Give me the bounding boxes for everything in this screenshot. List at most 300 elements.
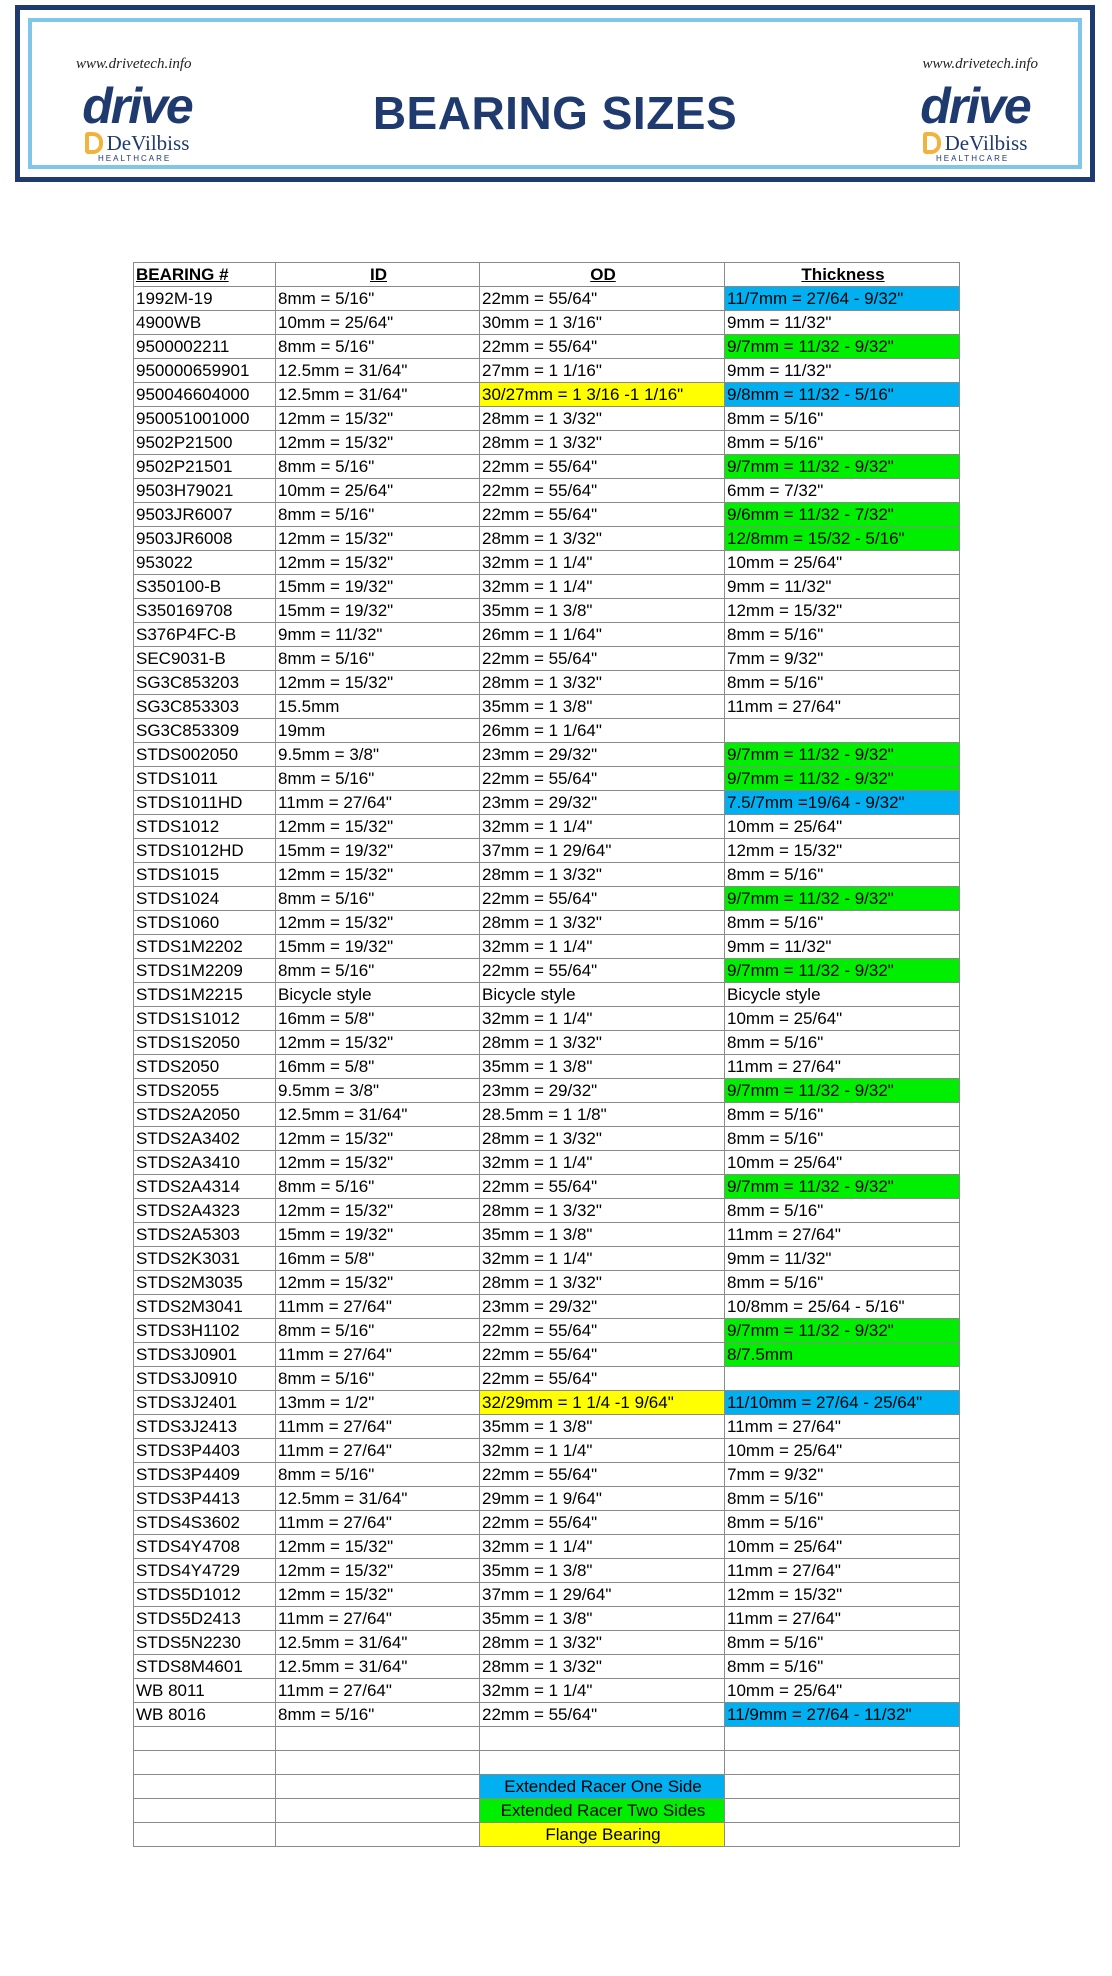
id-cell: 15mm = 19/32" xyxy=(276,839,480,863)
thickness-cell: 10mm = 25/64" xyxy=(725,551,960,575)
bearing-number-cell: STDS3J2413 xyxy=(134,1415,276,1439)
thickness-cell: 12mm = 15/32" xyxy=(725,839,960,863)
thickness-cell: 8mm = 5/16" xyxy=(725,911,960,935)
table-row xyxy=(134,527,960,551)
table-row xyxy=(134,1511,960,1535)
bearing-number-cell: STDS2A4323 xyxy=(134,1199,276,1223)
id-cell: 12mm = 15/32" xyxy=(276,1127,480,1151)
thickness-cell xyxy=(725,719,960,743)
empty-row xyxy=(134,1751,960,1775)
od-cell: 32mm = 1 1/4" xyxy=(480,815,725,839)
id-cell: 12.5mm = 31/64" xyxy=(276,1103,480,1127)
empty-cell xyxy=(134,1823,276,1847)
thickness-cell: 9/7mm = 11/32 - 9/32" xyxy=(725,887,960,911)
thickness-cell: 11mm = 27/64" xyxy=(725,1559,960,1583)
thickness-cell: 12/8mm = 15/32 - 5/16" xyxy=(725,527,960,551)
bearing-number-cell: WB 8011 xyxy=(134,1679,276,1703)
table-row xyxy=(134,719,960,743)
id-cell: 8mm = 5/16" xyxy=(276,287,480,311)
id-cell: 12mm = 15/32" xyxy=(276,1199,480,1223)
od-cell: 32mm = 1 1/4" xyxy=(480,575,725,599)
od-cell: 32mm = 1 1/4" xyxy=(480,1439,725,1463)
thickness-cell: 10mm = 25/64" xyxy=(725,815,960,839)
bearing-number-cell: STDS1011HD xyxy=(134,791,276,815)
od-cell: 28mm = 1 3/32" xyxy=(480,1199,725,1223)
empty-cell xyxy=(480,1727,725,1751)
column-header-id: ID xyxy=(276,263,480,287)
od-cell: 28mm = 1 3/32" xyxy=(480,527,725,551)
id-cell: 16mm = 5/8" xyxy=(276,1055,480,1079)
thickness-cell: 8mm = 5/16" xyxy=(725,1127,960,1151)
logo-sub-text: HEALTHCARE xyxy=(936,154,1010,163)
id-cell: 12mm = 15/32" xyxy=(276,527,480,551)
bearing-number-cell: S350169708 xyxy=(134,599,276,623)
bearing-number-cell: STDS2M3035 xyxy=(134,1271,276,1295)
legend-row xyxy=(134,1775,960,1799)
table-row xyxy=(134,1367,960,1391)
table-row xyxy=(134,1319,960,1343)
od-cell: 22mm = 55/64" xyxy=(480,335,725,359)
bearing-number-cell: STDS1M2215 xyxy=(134,983,276,1007)
id-cell: 10mm = 25/64" xyxy=(276,479,480,503)
bearing-number-cell: 9500002211 xyxy=(134,335,276,359)
bearing-number-cell: STDS1012 xyxy=(134,815,276,839)
thickness-cell: 10mm = 25/64" xyxy=(725,1151,960,1175)
od-cell: 27mm = 1 1/16" xyxy=(480,359,725,383)
bearing-number-cell: STDS3P4413 xyxy=(134,1487,276,1511)
id-cell: 12.5mm = 31/64" xyxy=(276,359,480,383)
thickness-cell: 8mm = 5/16" xyxy=(725,1271,960,1295)
id-cell: 12mm = 15/32" xyxy=(276,1031,480,1055)
table-row xyxy=(134,1127,960,1151)
table-row xyxy=(134,863,960,887)
od-cell: 28mm = 1 3/32" xyxy=(480,407,725,431)
id-cell: 12mm = 15/32" xyxy=(276,1151,480,1175)
id-cell: 12mm = 15/32" xyxy=(276,815,480,839)
devilbiss-row xyxy=(910,132,1040,154)
bearing-number-cell: 9503JR6008 xyxy=(134,527,276,551)
column-header-od: OD xyxy=(480,263,725,287)
id-cell: 11mm = 27/64" xyxy=(276,791,480,815)
id-cell: 12mm = 15/32" xyxy=(276,551,480,575)
bearing-number-cell: STDS5N2230 xyxy=(134,1631,276,1655)
od-cell: 28mm = 1 3/32" xyxy=(480,1655,725,1679)
thickness-cell: 7.5/7mm =19/64 - 9/32" xyxy=(725,791,960,815)
column-header-bearing: BEARING # xyxy=(134,263,276,287)
thickness-cell: 9mm = 11/32" xyxy=(725,311,960,335)
bearing-number-cell: WB 8016 xyxy=(134,1703,276,1727)
od-cell: 35mm = 1 3/8" xyxy=(480,1055,725,1079)
table-row xyxy=(134,359,960,383)
thickness-cell: 10/8mm = 25/64 - 5/16" xyxy=(725,1295,960,1319)
od-cell: 30mm = 1 3/16" xyxy=(480,311,725,335)
bearing-number-cell: STDS4Y4708 xyxy=(134,1535,276,1559)
thickness-cell: 9/7mm = 11/32 - 9/32" xyxy=(725,959,960,983)
bearing-number-cell: 953022 xyxy=(134,551,276,575)
id-cell: 15mm = 19/32" xyxy=(276,599,480,623)
thickness-cell: 10mm = 25/64" xyxy=(725,1535,960,1559)
empty-row xyxy=(134,1727,960,1751)
od-cell: 23mm = 29/32" xyxy=(480,1295,725,1319)
drive-devilbiss-logo-right xyxy=(910,78,1040,172)
thickness-cell: 9/7mm = 11/32 - 9/32" xyxy=(725,1319,960,1343)
id-cell: 8mm = 5/16" xyxy=(276,335,480,359)
empty-cell xyxy=(276,1799,480,1823)
od-cell: 28mm = 1 3/32" xyxy=(480,1631,725,1655)
empty-cell xyxy=(276,1751,480,1775)
thickness-cell: 8mm = 5/16" xyxy=(725,1511,960,1535)
bearing-number-cell: 1992M-19 xyxy=(134,287,276,311)
id-cell: 12.5mm = 31/64" xyxy=(276,1655,480,1679)
bearing-sizes-table xyxy=(133,262,960,1847)
empty-cell xyxy=(276,1823,480,1847)
empty-cell xyxy=(134,1799,276,1823)
od-cell: 32mm = 1 1/4" xyxy=(480,935,725,959)
id-cell: 8mm = 5/16" xyxy=(276,1175,480,1199)
thickness-cell: 9mm = 11/32" xyxy=(725,935,960,959)
bearing-number-cell: SG3C853303 xyxy=(134,695,276,719)
logo-company-text: DeVilbiss xyxy=(944,131,1028,155)
thickness-cell: 7mm = 9/32" xyxy=(725,647,960,671)
table-row xyxy=(134,1559,960,1583)
od-cell: 35mm = 1 3/8" xyxy=(480,1607,725,1631)
table-row xyxy=(134,935,960,959)
bearing-number-cell: STDS1060 xyxy=(134,911,276,935)
od-cell: 22mm = 55/64" xyxy=(480,479,725,503)
od-cell: 37mm = 1 29/64" xyxy=(480,839,725,863)
bearing-number-cell: STDS1012HD xyxy=(134,839,276,863)
id-cell: 12mm = 15/32" xyxy=(276,1535,480,1559)
table-row xyxy=(134,983,960,1007)
table-row xyxy=(134,1631,960,1655)
bearing-number-cell: STDS2055 xyxy=(134,1079,276,1103)
id-cell: 9.5mm = 3/8" xyxy=(276,743,480,767)
thickness-cell: 8mm = 5/16" xyxy=(725,1655,960,1679)
id-cell: 8mm = 5/16" xyxy=(276,959,480,983)
thickness-cell: 9mm = 11/32" xyxy=(725,1247,960,1271)
od-cell: 35mm = 1 3/8" xyxy=(480,599,725,623)
od-cell: 22mm = 55/64" xyxy=(480,503,725,527)
od-cell: 35mm = 1 3/8" xyxy=(480,695,725,719)
column-header-thickness: Thickness xyxy=(725,263,960,287)
table-row xyxy=(134,887,960,911)
bearing-number-cell: STDS3P4409 xyxy=(134,1463,276,1487)
thickness-cell: 9/7mm = 11/32 - 9/32" xyxy=(725,743,960,767)
id-cell: 16mm = 5/8" xyxy=(276,1007,480,1031)
id-cell: 12.5mm = 31/64" xyxy=(276,383,480,407)
bearing-number-cell: STDS4Y4729 xyxy=(134,1559,276,1583)
table-row xyxy=(134,1079,960,1103)
thickness-cell: 11mm = 27/64" xyxy=(725,1415,960,1439)
od-cell: 28mm = 1 3/32" xyxy=(480,863,725,887)
id-cell: 15mm = 19/32" xyxy=(276,935,480,959)
od-cell: 28mm = 1 3/32" xyxy=(480,911,725,935)
bearing-number-cell: STDS2A5303 xyxy=(134,1223,276,1247)
id-cell: 8mm = 5/16" xyxy=(276,1463,480,1487)
thickness-cell: 9/7mm = 11/32 - 9/32" xyxy=(725,335,960,359)
table-row xyxy=(134,815,960,839)
table-row xyxy=(134,1031,960,1055)
thickness-cell: 8mm = 5/16" xyxy=(725,863,960,887)
empty-cell xyxy=(276,1727,480,1751)
id-cell: Bicycle style xyxy=(276,983,480,1007)
thickness-cell: 9/8mm = 11/32 - 5/16" xyxy=(725,383,960,407)
thickness-cell: 8mm = 5/16" xyxy=(725,407,960,431)
bearing-number-cell: STDS5D1012 xyxy=(134,1583,276,1607)
od-cell: 28mm = 1 3/32" xyxy=(480,1031,725,1055)
table-row xyxy=(134,743,960,767)
empty-cell xyxy=(134,1727,276,1751)
thickness-cell: 11mm = 27/64" xyxy=(725,1055,960,1079)
id-cell: 12mm = 15/32" xyxy=(276,863,480,887)
od-cell: 23mm = 29/32" xyxy=(480,791,725,815)
od-cell: 22mm = 55/64" xyxy=(480,287,725,311)
table-row xyxy=(134,479,960,503)
bearing-number-cell: SG3C853203 xyxy=(134,671,276,695)
od-cell: 32mm = 1 1/4" xyxy=(480,1007,725,1031)
thickness-cell: 12mm = 15/32" xyxy=(725,1583,960,1607)
od-cell: 23mm = 29/32" xyxy=(480,1079,725,1103)
od-cell: 37mm = 1 29/64" xyxy=(480,1583,725,1607)
thickness-cell: 10mm = 25/64" xyxy=(725,1679,960,1703)
od-cell: 22mm = 55/64" xyxy=(480,455,725,479)
thickness-cell: 8/7.5mm xyxy=(725,1343,960,1367)
table-row xyxy=(134,695,960,719)
table-row xyxy=(134,1295,960,1319)
empty-cell xyxy=(725,1775,960,1799)
thickness-cell: 8mm = 5/16" xyxy=(725,1103,960,1127)
bearing-number-cell: STDS2A3410 xyxy=(134,1151,276,1175)
logo-sub-text: HEALTHCARE xyxy=(98,154,172,163)
table-row xyxy=(134,1151,960,1175)
thickness-cell: 7mm = 9/32" xyxy=(725,1463,960,1487)
thickness-cell: 8mm = 5/16" xyxy=(725,1631,960,1655)
od-cell: 32mm = 1 1/4" xyxy=(480,1247,725,1271)
logo-brand-text: drive xyxy=(920,78,1030,134)
bearing-number-cell: STDS2A3402 xyxy=(134,1127,276,1151)
thickness-cell: 9/7mm = 11/32 - 9/32" xyxy=(725,455,960,479)
id-cell: 12mm = 15/32" xyxy=(276,407,480,431)
logo-brand-text: drive xyxy=(82,78,192,134)
id-cell: 11mm = 27/64" xyxy=(276,1511,480,1535)
thickness-cell: 8mm = 5/16" xyxy=(725,431,960,455)
bearing-number-cell: 9502P21501 xyxy=(134,455,276,479)
page-title: BEARING SIZES xyxy=(372,87,738,139)
table-row xyxy=(134,407,960,431)
od-cell: 32mm = 1 1/4" xyxy=(480,1151,725,1175)
thickness-cell: 10mm = 25/64" xyxy=(725,1007,960,1031)
thickness-cell: 9/7mm = 11/32 - 9/32" xyxy=(725,767,960,791)
od-cell: 23mm = 29/32" xyxy=(480,743,725,767)
table-row xyxy=(134,1463,960,1487)
od-cell: 30/27mm = 1 3/16 -1 1/16" xyxy=(480,383,725,407)
od-cell: 22mm = 55/64" xyxy=(480,887,725,911)
empty-cell xyxy=(276,1775,480,1799)
id-cell: 12.5mm = 31/64" xyxy=(276,1631,480,1655)
table-row xyxy=(134,431,960,455)
id-cell: 8mm = 5/16" xyxy=(276,1319,480,1343)
thickness-cell: 8mm = 5/16" xyxy=(725,671,960,695)
od-cell: 22mm = 55/64" xyxy=(480,1703,725,1727)
od-cell: 22mm = 55/64" xyxy=(480,1511,725,1535)
od-cell: 28mm = 1 3/32" xyxy=(480,1127,725,1151)
table-row xyxy=(134,383,960,407)
od-cell: 32mm = 1 1/4" xyxy=(480,1679,725,1703)
od-cell: 28.5mm = 1 1/8" xyxy=(480,1103,725,1127)
thickness-cell: 9/7mm = 11/32 - 9/32" xyxy=(725,1175,960,1199)
table-row xyxy=(134,1703,960,1727)
id-cell: 11mm = 27/64" xyxy=(276,1343,480,1367)
id-cell: 15mm = 19/32" xyxy=(276,1223,480,1247)
id-cell: 8mm = 5/16" xyxy=(276,1367,480,1391)
od-cell: Bicycle style xyxy=(480,983,725,1007)
id-cell: 11mm = 27/64" xyxy=(276,1295,480,1319)
od-cell: 22mm = 55/64" xyxy=(480,1463,725,1487)
header-banner xyxy=(15,5,1095,182)
od-cell: 22mm = 55/64" xyxy=(480,1343,725,1367)
od-cell: 22mm = 55/64" xyxy=(480,1367,725,1391)
bearing-number-cell: 9502P21500 xyxy=(134,431,276,455)
table-row xyxy=(134,1655,960,1679)
id-cell: 8mm = 5/16" xyxy=(276,767,480,791)
thickness-cell: 10mm = 25/64" xyxy=(725,1439,960,1463)
bearing-number-cell: 950046604000 xyxy=(134,383,276,407)
thickness-cell: 11mm = 27/64" xyxy=(725,1223,960,1247)
id-cell: 11mm = 27/64" xyxy=(276,1679,480,1703)
thickness-cell: 9mm = 11/32" xyxy=(725,575,960,599)
table-row xyxy=(134,575,960,599)
empty-cell xyxy=(725,1823,960,1847)
thickness-cell: 8mm = 5/16" xyxy=(725,1199,960,1223)
table-row xyxy=(134,1535,960,1559)
table-row xyxy=(134,455,960,479)
od-cell: 35mm = 1 3/8" xyxy=(480,1223,725,1247)
thickness-cell: 11/9mm = 27/64 - 11/32" xyxy=(725,1703,960,1727)
id-cell: 8mm = 5/16" xyxy=(276,647,480,671)
table-body xyxy=(134,287,960,1847)
od-cell: 22mm = 55/64" xyxy=(480,647,725,671)
table-row xyxy=(134,335,960,359)
table-row xyxy=(134,1007,960,1031)
bearing-number-cell: STDS4S3602 xyxy=(134,1511,276,1535)
od-cell: 28mm = 1 3/32" xyxy=(480,1271,725,1295)
bearing-number-cell: STDS3P4403 xyxy=(134,1439,276,1463)
od-cell: 28mm = 1 3/32" xyxy=(480,671,725,695)
thickness-cell: 8mm = 5/16" xyxy=(725,1487,960,1511)
bearing-number-cell: STDS1011 xyxy=(134,767,276,791)
id-cell: 8mm = 5/16" xyxy=(276,887,480,911)
table-row xyxy=(134,1247,960,1271)
id-cell: 12mm = 15/32" xyxy=(276,1559,480,1583)
devilbiss-mark-icon xyxy=(923,132,941,154)
thickness-cell: 9/6mm = 11/32 - 7/32" xyxy=(725,503,960,527)
bearing-number-cell: 9503JR6007 xyxy=(134,503,276,527)
thickness-cell: 9/7mm = 11/32 - 9/32" xyxy=(725,1079,960,1103)
od-cell: 32mm = 1 1/4" xyxy=(480,1535,725,1559)
od-cell: 29mm = 1 9/64" xyxy=(480,1487,725,1511)
table-row xyxy=(134,647,960,671)
id-cell: 11mm = 27/64" xyxy=(276,1439,480,1463)
id-cell: 15.5mm xyxy=(276,695,480,719)
id-cell: 8mm = 5/16" xyxy=(276,455,480,479)
empty-cell xyxy=(480,1751,725,1775)
table-row xyxy=(134,767,960,791)
bearing-number-cell: STDS3J0901 xyxy=(134,1343,276,1367)
header-inner-frame xyxy=(28,18,1082,169)
bearing-number-cell: 950000659901 xyxy=(134,359,276,383)
bearing-number-cell: STDS1024 xyxy=(134,887,276,911)
thickness-cell xyxy=(725,1367,960,1391)
table-row xyxy=(134,959,960,983)
thickness-cell: 6mm = 7/32" xyxy=(725,479,960,503)
bearing-number-cell: STDS002050 xyxy=(134,743,276,767)
thickness-cell: 11mm = 27/64" xyxy=(725,695,960,719)
table-row xyxy=(134,1607,960,1631)
empty-cell xyxy=(134,1775,276,1799)
table-row xyxy=(134,1583,960,1607)
id-cell: 11mm = 27/64" xyxy=(276,1607,480,1631)
bearing-number-cell: STDS1S2050 xyxy=(134,1031,276,1055)
empty-cell xyxy=(725,1799,960,1823)
id-cell: 8mm = 5/16" xyxy=(276,503,480,527)
table-row xyxy=(134,1055,960,1079)
empty-cell xyxy=(134,1751,276,1775)
id-cell: 9.5mm = 3/8" xyxy=(276,1079,480,1103)
thickness-cell: 11/7mm = 27/64 - 9/32" xyxy=(725,287,960,311)
bearing-number-cell: STDS8M4601 xyxy=(134,1655,276,1679)
bearing-number-cell: STDS3J0910 xyxy=(134,1367,276,1391)
logo-company-text: DeVilbiss xyxy=(106,131,190,155)
id-cell: 16mm = 5/8" xyxy=(276,1247,480,1271)
table-row xyxy=(134,1391,960,1415)
thickness-cell: 12mm = 15/32" xyxy=(725,599,960,623)
table-row xyxy=(134,1679,960,1703)
thickness-cell: 11mm = 27/64" xyxy=(725,1607,960,1631)
bearing-number-cell: STDS3H1102 xyxy=(134,1319,276,1343)
table-row xyxy=(134,287,960,311)
od-cell: 32mm = 1 1/4" xyxy=(480,551,725,575)
id-cell: 19mm xyxy=(276,719,480,743)
table-row xyxy=(134,1343,960,1367)
bearing-number-cell: STDS1015 xyxy=(134,863,276,887)
od-cell: 22mm = 55/64" xyxy=(480,959,725,983)
id-cell: 8mm = 5/16" xyxy=(276,1703,480,1727)
od-cell: 28mm = 1 3/32" xyxy=(480,431,725,455)
legend-label-cell: Extended Racer Two Sides xyxy=(480,1799,725,1823)
thickness-cell: 9mm = 11/32" xyxy=(725,359,960,383)
id-cell: 12mm = 15/32" xyxy=(276,911,480,935)
bearing-number-cell: STDS2A4314 xyxy=(134,1175,276,1199)
table-header-row xyxy=(134,263,960,287)
table-row xyxy=(134,311,960,335)
bearing-number-cell: STDS3J2401 xyxy=(134,1391,276,1415)
table-row xyxy=(134,791,960,815)
bearing-number-cell: S376P4FC-B xyxy=(134,623,276,647)
id-cell: 12.5mm = 31/64" xyxy=(276,1487,480,1511)
bearing-number-cell: 9503H79021 xyxy=(134,479,276,503)
id-cell: 12mm = 15/32" xyxy=(276,671,480,695)
table-row xyxy=(134,1199,960,1223)
table-row xyxy=(134,1175,960,1199)
od-cell: 26mm = 1 1/64" xyxy=(480,719,725,743)
od-cell: 35mm = 1 3/8" xyxy=(480,1415,725,1439)
table-row xyxy=(134,1103,960,1127)
legend-label-cell: Flange Bearing xyxy=(480,1823,725,1847)
id-cell: 13mm = 1/2" xyxy=(276,1391,480,1415)
id-cell: 10mm = 25/64" xyxy=(276,311,480,335)
bearing-number-cell: 4900WB xyxy=(134,311,276,335)
od-cell: 32/29mm = 1 1/4 -1 9/64" xyxy=(480,1391,725,1415)
